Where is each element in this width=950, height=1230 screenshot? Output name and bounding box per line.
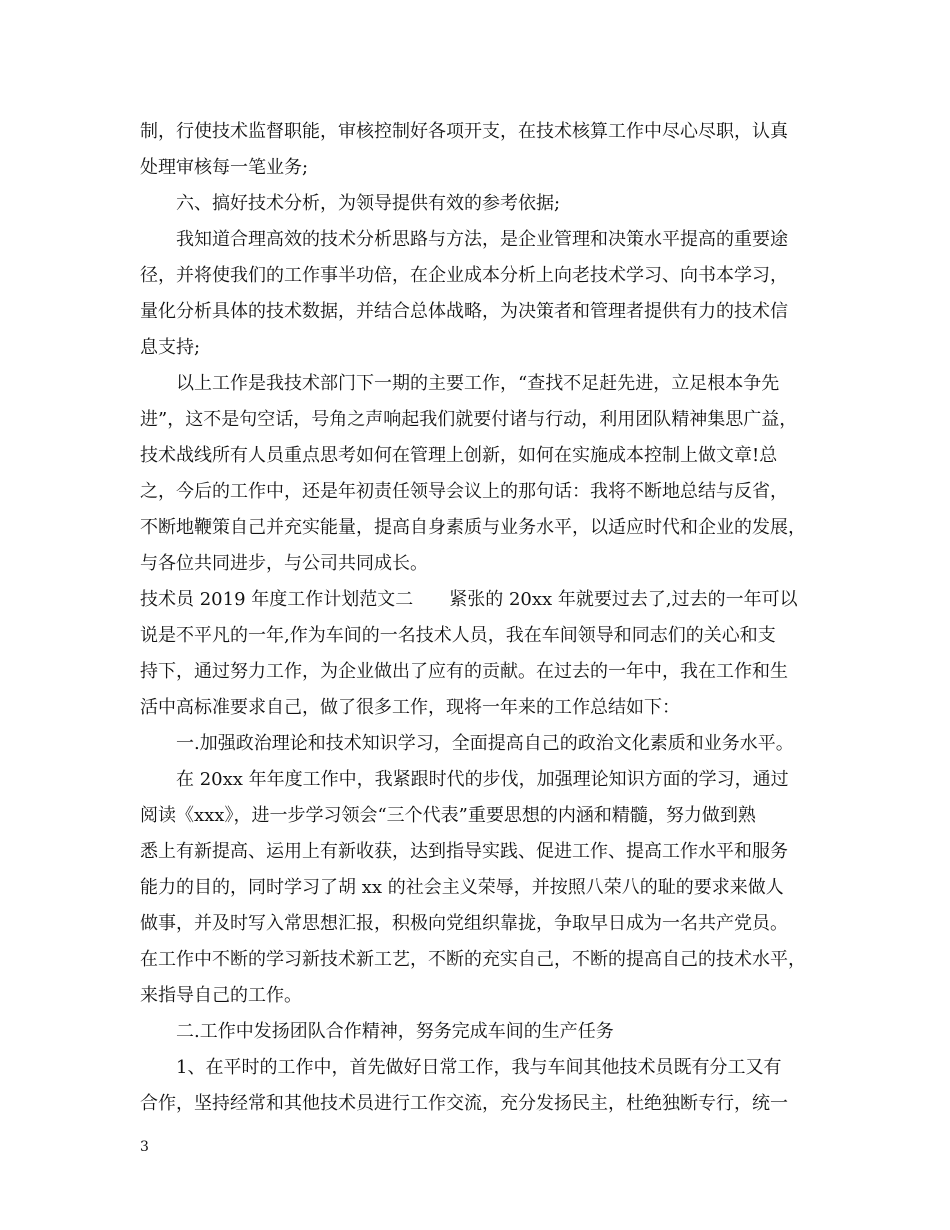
section-heading-2: 二.工作中发扬团队合作精神，努务完成车间的生产任务 [176, 1021, 614, 1042]
page-number: 3 [140, 1139, 149, 1155]
text-line: 阅读《xxx》，进一步学习领会“三个代表”重要思想的内涵和精髓，努力做到熟 [140, 805, 756, 826]
paragraph-start: 以上工作是我技术部门下一期的主要工作，“查找不足赶先进，立足根本争先 [176, 373, 780, 394]
text-line: 与各位共同进步，与公司共同成长。 [140, 553, 428, 574]
document-title-line: 技术员 2019 年度工作计划范文二 紧张的 20xx 年就要过去了,过去的一年可以 [140, 589, 798, 610]
text-line: 处理审核每一笔业务; [140, 157, 309, 178]
text-line: 悉上有新提高、运用上有新收获，达到指导实践、促进工作、提高工作水平和服务 [140, 841, 788, 862]
paragraph-start: 1、在平时的工作中，首先做好日常工作，我与车间其他技术员既有分工又有 [176, 1057, 782, 1078]
text-line: 能力的目的，同时学习了胡 xx 的社会主义荣辱，并按照八荣八的耻的要求来做人 [140, 877, 784, 898]
text-line: 技术战线所有人员重点思考如何在管理上创新，如何在实施成本控制上做文章!总 [140, 445, 778, 466]
text-line: 不断地鞭策自己并充实能量，提高自身素质与业务水平，以适应时代和企业的发展， [140, 517, 806, 538]
text-line: 在工作中不断的学习新技术新工艺，不断的充实自己，不断的提高自己的技术水平， [140, 949, 806, 970]
text-line: 活中高标准要求自己，做了很多工作，现将一年来的工作总结如下： [140, 697, 680, 718]
text-line: 合作，坚持经常和其他技术员进行工作交流，充分发扬民主，杜绝独断专行，统一 [140, 1093, 788, 1114]
section-heading-1: 一.加强政治理论和技术知识学习，全面提高自己的政治文化素质和业务水平。 [176, 733, 794, 754]
text-line: 制，行使技术监督职能，审核控制好各项开支，在技术核算工作中尽心尽职，认真 [140, 121, 788, 142]
text-line: 量化分析具体的技术数据，并结合总体战略，为决策者和管理者提供有力的技术信 [140, 301, 788, 322]
paragraph-start: 在 20xx 年年度工作中，我紧跟时代的步伐，加强理论知识方面的学习，通过 [176, 769, 789, 790]
document-body [140, 114, 812, 1122]
section-heading-6: 六、搞好技术分析，为领导提供有效的参考依据; [176, 193, 561, 214]
text-line: 之，今后的工作中，还是年初责任领导会议上的那句话：我将不断地总结与反省， [140, 481, 788, 502]
text-line: 做事，并及时写入常思想汇报，积极向党组织靠拢，争取早日成为一名共产党员。 [140, 913, 788, 934]
paragraph-start: 我知道合理高效的技术分析思路与方法，是企业管理和决策水平提高的重要途 [176, 229, 788, 250]
text-line: 进”，这不是句空话，号角之声响起我们就要付诸与行动，利用团队精神集思广益， [140, 409, 798, 430]
text-line: 径，并将使我们的工作事半功倍，在企业成本分析上向老技术学习、向书本学习， [140, 265, 788, 286]
text-line: 息支持; [140, 337, 201, 358]
text-line: 持下，通过努力工作，为企业做出了应有的贡献。在过去的一年中，我在工作和生 [140, 661, 788, 682]
text-line: 来指导自己的工作。 [140, 985, 302, 1006]
text-line: 说是不平凡的一年,作为车间的一名技术人员，我在车间领导和同志们的关心和支 [140, 625, 776, 646]
